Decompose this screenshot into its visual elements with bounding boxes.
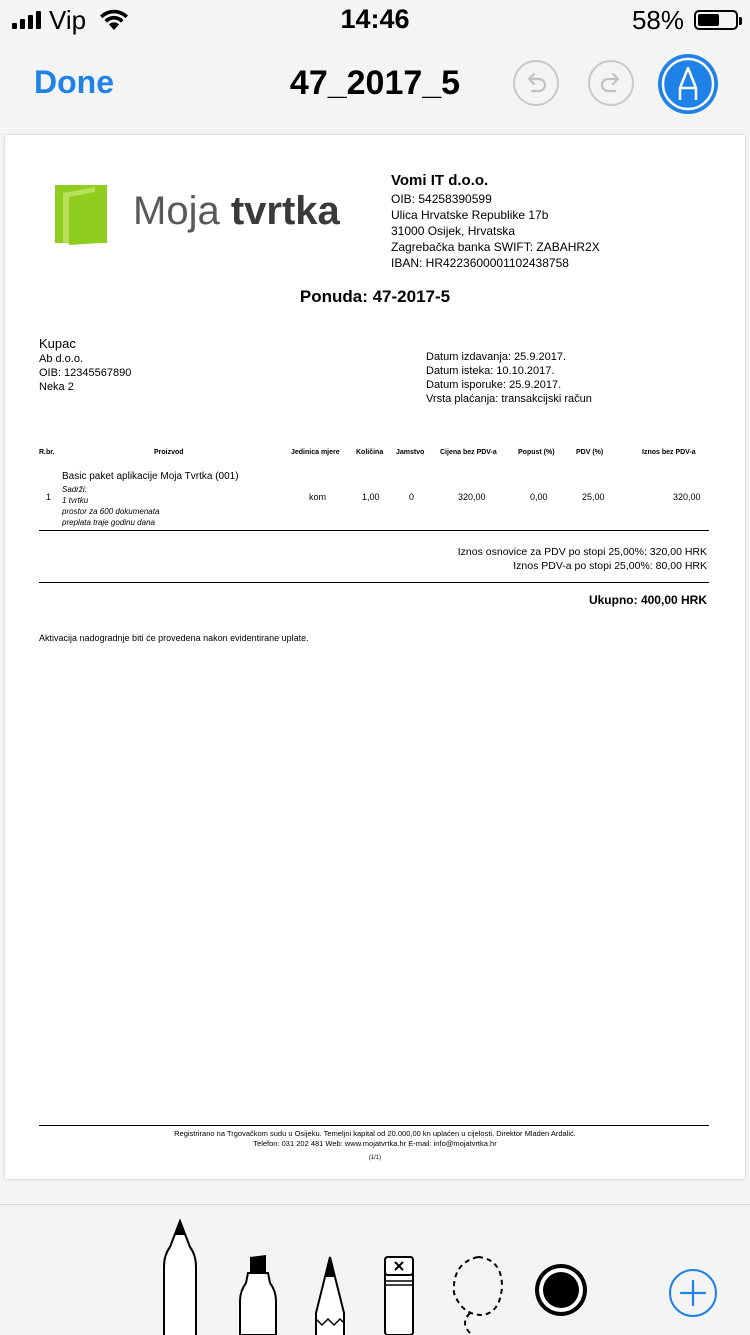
buyer-oib: OIB: 12345567890 — [39, 367, 132, 379]
cell-product: Basic paket aplikacije Moja Tvrtka (001) — [62, 471, 239, 482]
table-divider — [39, 530, 709, 531]
color-picker-icon[interactable] — [532, 1261, 590, 1319]
buyer-label: Kupac — [39, 336, 76, 351]
undo-button[interactable] — [513, 60, 559, 106]
date-expires: Datum isteka: 10.10.2017. — [426, 365, 555, 377]
door-logo-icon — [55, 183, 111, 245]
cell-warranty: 0 — [409, 492, 415, 502]
offer-title: Ponuda: 47-2017-5 — [299, 287, 451, 306]
buyer-address: Neka 2 — [39, 381, 74, 393]
payment-type: Vrsta plaćanja: transakcijski račun — [426, 393, 592, 405]
markup-button[interactable] — [658, 54, 718, 114]
total-amount: Ukupno: 400,00 HRK — [588, 593, 707, 607]
date-delivery: Datum isporuke: 25.9.2017. — [426, 379, 562, 391]
cell-qty: 1,00 — [362, 492, 380, 502]
buyer-name: Ab d.o.o. — [39, 353, 84, 365]
col-header-product: Proizvod — [154, 449, 184, 456]
footer-registration: Registrirano na Trgovačkom sudu u Osijeku. Temeljni kapital od 20.000,00 kn uplaćen u cijelosti. Direktor Mladen Ardalić. — [174, 1129, 576, 1138]
vat-summary — [458, 545, 707, 573]
company-name: Vomi IT d.o.o. — [391, 172, 489, 189]
status-bar — [0, 0, 750, 40]
buyer-info — [39, 335, 131, 394]
offer-dates — [426, 350, 592, 406]
col-header-amount: Iznos bez PDV-a — [642, 449, 696, 456]
company-info — [391, 171, 600, 271]
marker-icon[interactable] — [236, 1253, 280, 1335]
markup-pen-icon — [658, 54, 718, 114]
page-number: (1/1) — [368, 1155, 382, 1161]
undo-icon — [515, 62, 557, 104]
redo-button[interactable] — [588, 60, 634, 106]
col-header-qty: Količina — [356, 449, 384, 456]
cell-product-description: Sadrži: 1 tvrtku prostor za 600 dokumenata preplata traje godinu dana — [62, 485, 160, 527]
cell-price: 320,00 — [458, 492, 486, 502]
battery-percentage: 58% — [631, 4, 684, 35]
footer-divider — [39, 1125, 709, 1126]
navigation-bar — [0, 40, 750, 130]
company-bank: Zagrebačka banka SWIFT: ZABAHR2X — [391, 240, 600, 254]
document-footer — [5, 1129, 745, 1149]
done-button[interactable]: Done — [34, 64, 114, 100]
company-oib: OIB: 54258390599 — [391, 192, 492, 206]
company-street: Ulica Hrvatske Republike 17b — [391, 208, 549, 222]
cell-unit: kom — [309, 492, 327, 502]
cell-amount: 320,00 — [673, 492, 701, 502]
markup-toolbar — [0, 1204, 750, 1335]
redo-icon — [590, 62, 632, 104]
cell-rbr: 1 — [46, 492, 52, 502]
pen-icon[interactable] — [160, 1219, 200, 1335]
clock: 14:46 — [340, 4, 410, 34]
document-page[interactable] — [5, 135, 745, 1179]
activation-note: Aktivacija nadogradnje biti će provedena nakon evidentirane uplate. — [39, 633, 309, 643]
add-icon — [671, 1271, 715, 1315]
cell-vat: 25,00 — [582, 492, 605, 502]
vat-base-line: Iznos osnovice za PDV po stopi 25,00%: 320,00 HRK — [457, 546, 707, 558]
col-header-warranty: Jamstvo — [396, 449, 425, 456]
vat-amount-line: Iznos PDV-a po stopi 25,00%: 80,00 HRK — [513, 560, 707, 572]
logo-wordmark: Moja tvrtka — [133, 189, 340, 233]
company-iban: IBAN: HR4223600001102438758 — [391, 256, 569, 270]
document-title: 47_2017_5 — [289, 64, 461, 102]
col-header-rbr: R.br. — [39, 449, 55, 456]
col-header-unit: Jedinica mjere — [291, 449, 340, 456]
company-city: 31000 Osijek, Hrvatska — [391, 224, 516, 238]
carrier-name: Vip — [49, 4, 87, 35]
footer-contact: Telefon: 031 202 481 Web: www.mojatvrtka.hr E-mail: info@mojatvrtka.hr — [253, 1139, 497, 1148]
company-logo — [55, 183, 355, 249]
col-header-price: Cijena bez PDV-a — [440, 449, 497, 456]
cell-discount: 0,00 — [530, 492, 548, 502]
lasso-icon[interactable] — [448, 1253, 508, 1335]
date-issued: Datum izdavanja: 25.9.2017. — [426, 351, 567, 363]
col-header-vat: PDV (%) — [576, 449, 604, 456]
add-button[interactable] — [669, 1269, 717, 1317]
battery-icon — [694, 10, 738, 30]
col-header-discount: Popust (%) — [518, 449, 555, 456]
summary-divider — [39, 582, 709, 583]
eraser-icon[interactable] — [382, 1253, 416, 1335]
pencil-icon[interactable] — [312, 1253, 348, 1335]
